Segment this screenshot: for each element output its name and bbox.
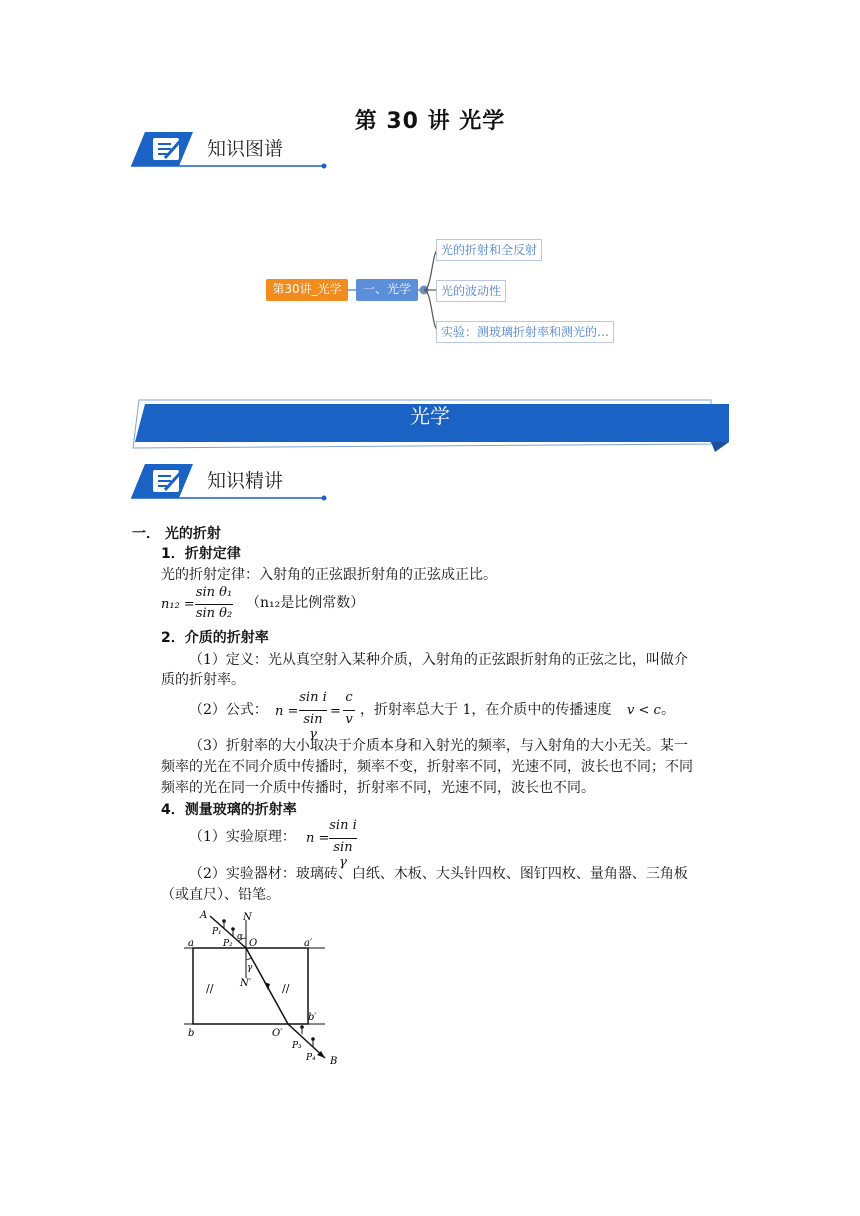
figure-label-b-prime: b′ xyxy=(308,1012,317,1023)
formula2-tail: ，折射率总大于 1，在介质中的传播速度 xyxy=(360,702,612,718)
heading-measure-glass: 4．测量玻璃的折射率 xyxy=(161,802,297,818)
mindmap-leaf-wave: 光的波动性 xyxy=(436,280,506,302)
formula3-numerator: sin i xyxy=(329,818,357,833)
figure-label-A: A xyxy=(200,910,208,921)
formula2-inequality: v < c xyxy=(627,703,661,718)
figure-label-P1: P₁ xyxy=(212,927,222,937)
section-header-label: 知识图谱 xyxy=(207,138,284,160)
text-factors-line3: 频率的光在同一介质中传播时，折射率不同，光速不同，波长也不同。 xyxy=(161,780,595,796)
banner-text: 光学 xyxy=(410,404,450,428)
refraction-experiment-figure xyxy=(180,908,350,1068)
formula2-fraction-bar2 xyxy=(343,710,355,711)
chapter-banner xyxy=(131,398,729,452)
figure-glass-mark-left: // xyxy=(206,982,214,995)
formula1-numerator: sin θ₁ xyxy=(195,585,233,600)
formula2-lhs: n = xyxy=(275,704,299,719)
formula1-lhs: n₁₂ = xyxy=(161,597,195,612)
formula2-fraction-bar1 xyxy=(299,710,327,711)
text-materials-line2: （或直尺）、铅笔。 xyxy=(161,887,280,903)
figure-label-B: B xyxy=(330,1056,338,1067)
figure-label-O: O xyxy=(249,938,258,949)
figure-label-a: a xyxy=(188,938,194,949)
formula2-end: 。 xyxy=(661,702,675,718)
figure-label-a-prime: a′ xyxy=(304,938,313,949)
heading-refraction: 一． 光的折射 xyxy=(132,526,221,542)
formula2-label: （2）公式： xyxy=(189,702,268,718)
text-factors-line2: 频率的光在不同介质中传播时，频率不变，折射率不同，光速不同，波长也不同；不同 xyxy=(161,759,693,775)
figure-label-N: N xyxy=(243,912,252,923)
section-header-knowledge-detail xyxy=(131,462,327,502)
formula1-denominator: sin θ₂ xyxy=(195,606,233,621)
heading-refraction-law: 1．折射定律 xyxy=(161,546,241,562)
figure-label-P2: P₂ xyxy=(223,939,233,949)
formula2-denominator1: sin γ xyxy=(303,712,323,742)
text-definition-line2: 质的折射率。 xyxy=(161,672,245,688)
text-refraction-law: 光的折射定律：入射角的正弦跟折射角的正弦成正比。 xyxy=(161,567,497,583)
formula2-numerator1: sin i xyxy=(299,690,327,705)
text-definition-line1: （1）定义：光从真空射入某种介质，入射角的正弦跟折射角的正弦之比，叫做介 xyxy=(189,652,688,668)
formula1-note: （n₁₂是比例常数） xyxy=(246,595,365,611)
text-factors-line1: （3）折射率的大小取决于介质本身和入射光的频率，与入射角的大小无关。某一 xyxy=(189,738,688,754)
formula2-equals: = xyxy=(330,704,341,719)
formula3-denominator: sin γ xyxy=(333,840,353,870)
experiment-principle-label: （1）实验原理： xyxy=(189,829,296,845)
section-header-knowledge-map xyxy=(131,130,327,170)
figure-label-gamma: γ xyxy=(247,963,253,973)
figure-label-P4: P₄ xyxy=(306,1053,316,1063)
figure-label-P3: P₃ xyxy=(292,1041,302,1051)
mindmap-leaf-experiment: 实验：测玻璃折射率和测光的… xyxy=(436,321,614,343)
formula1-fraction-bar xyxy=(195,604,233,605)
mindmap-mid-node: 一、光学 xyxy=(356,279,418,301)
section-header-label: 知识精讲 xyxy=(207,470,284,492)
formula2-numerator2: c xyxy=(345,690,353,705)
formula2-denominator2: v xyxy=(345,712,353,727)
formula3-fraction-bar xyxy=(329,838,357,839)
figure-label-N-prime: N′ xyxy=(240,978,252,989)
heading-refractive-index: 2．介质的折射率 xyxy=(161,630,269,646)
text-materials-line1: （2）实验器材：玻璃砖、白纸、木板、大头针四枚、图钉四枚、量角器、三角板 xyxy=(189,866,688,882)
figure-label-alpha: α xyxy=(237,932,244,942)
figure-glass-mark-right: // xyxy=(282,982,290,995)
mindmap-leaf-refraction: 光的折射和全反射 xyxy=(436,239,542,261)
figure-label-b: b xyxy=(188,1028,195,1039)
figure-label-O-prime: O′ xyxy=(272,1028,283,1039)
formula3-lhs: n = xyxy=(306,831,330,846)
mindmap-root-node: 第30讲_光学 xyxy=(266,279,348,301)
page-title: 第 30 讲 光学 xyxy=(354,109,506,134)
